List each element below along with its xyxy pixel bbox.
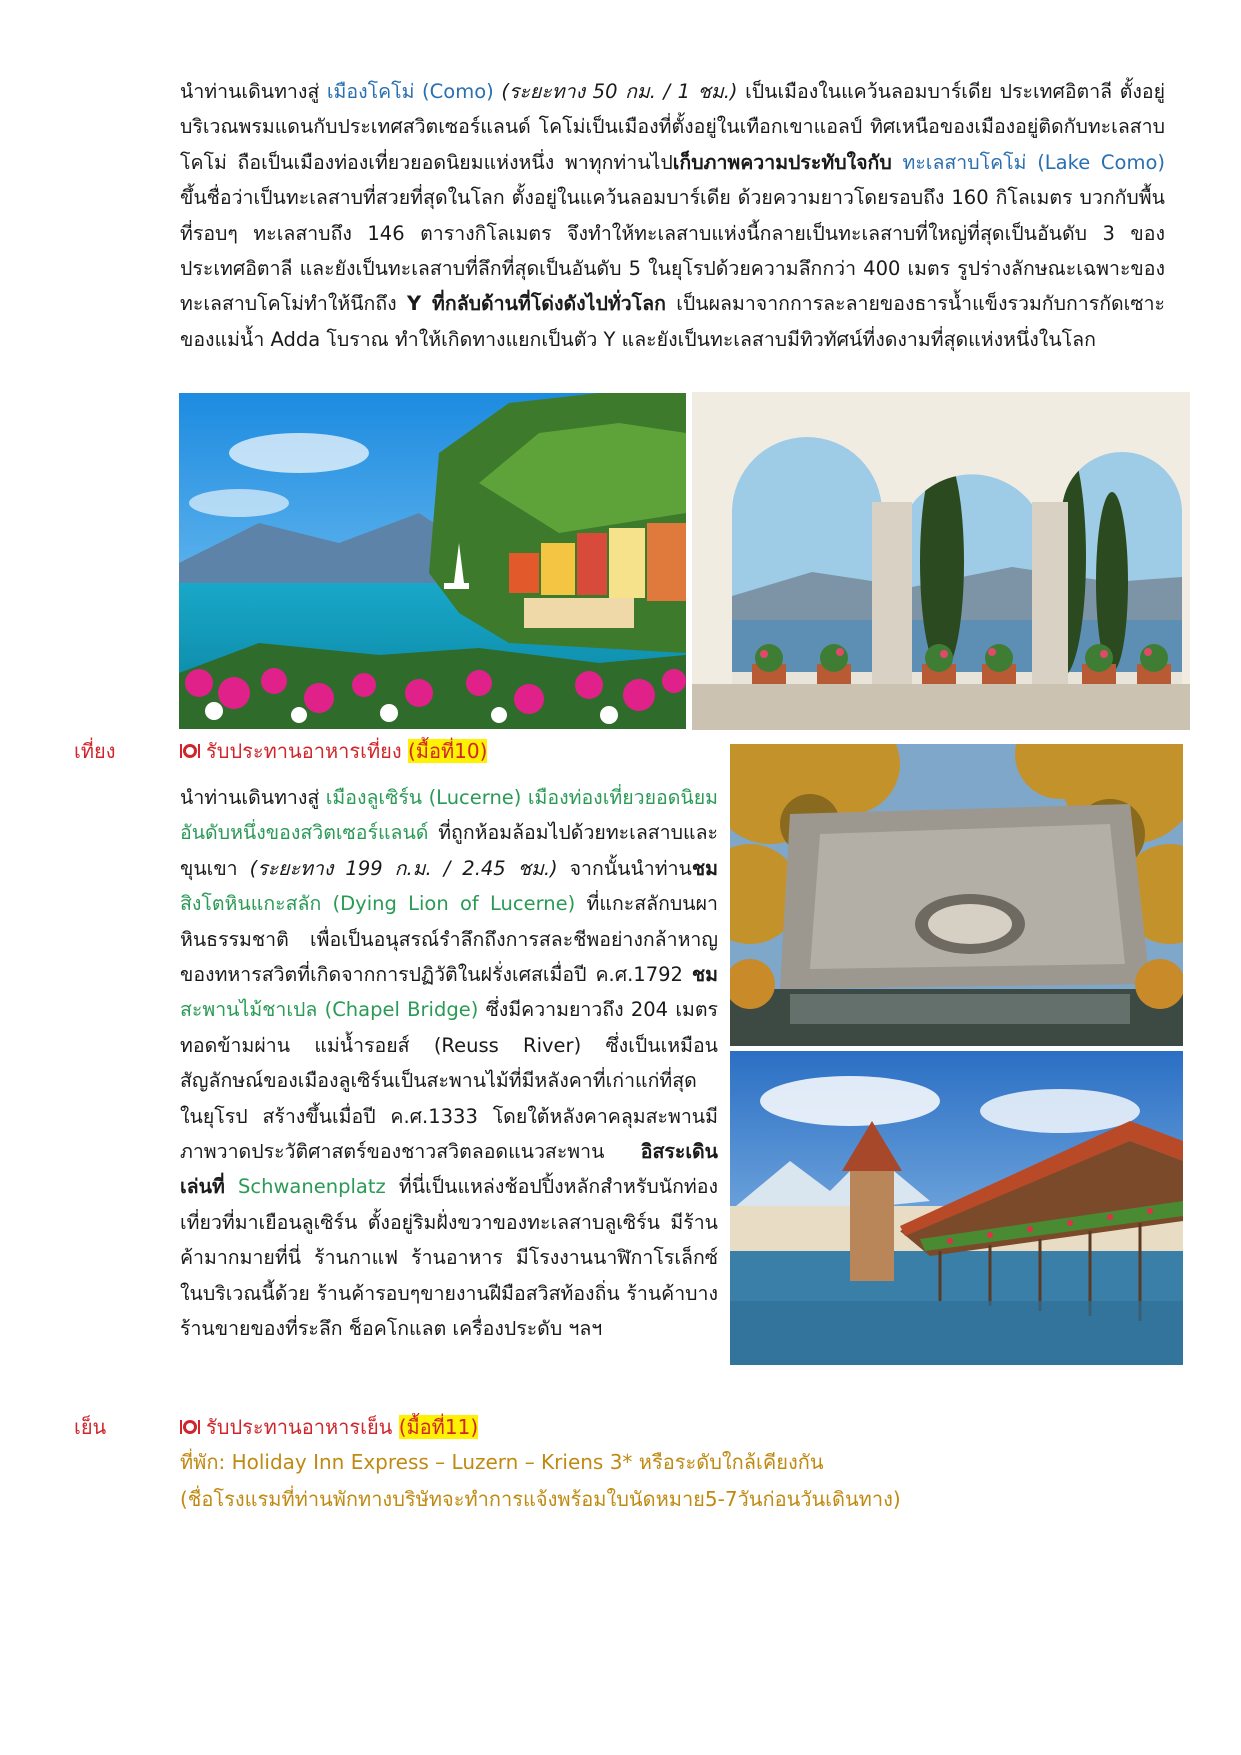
dying-lion-photo: [730, 744, 1183, 1046]
lake-como-link: ทะเลสาบโคโม่ (Lake Como): [891, 150, 1165, 174]
hotel-name: ที่พัก: Holiday Inn Express – Luzern – Kriens 3* หรือระดับใกล้เคียงกัน: [180, 1450, 824, 1474]
bold-text: ชม: [691, 856, 718, 880]
text: เป็นผลมาจากการละลายของธารน้ำแข็งรวมกับการกัดเซาะของแม่น้ำ Adda โบราณ ทำให้เกิดทางแยกเป็นตัว Y และยังเป็นทะเลสาบมีทิวทัศน์ที่งดงามที่สุดแห่งหนึ่งในโลก: [180, 292, 1165, 351]
text: ซึ่งมีความยาวถึง 204 เมตร ทอดข้ามผ่าน แม่น้ำรอยส์ (Reuss River) ซึ่งเป็นเหมือนสัญลักษณ์ของเมืองลูเซิร์นเป็นสะพานไม้ที่มีหลังคาที่เก่าแก่ที่สุดในยุโรป สร้างขึ้นเมื่อปี ค.ศ.1333 โดยใต้หลังคาคลุมสะพานมีภาพวาดประวัติศาสตร์ของชาวสวิตลอดแนวสะพาน: [180, 998, 718, 1164]
lucerne-city-link: เมืองลูเซิร์น (Lucerne) เมืองท่องเที่ยวยอดนิยมอันดับหนึ่งของสวิตเซอร์แลนด์: [180, 786, 718, 845]
text: เป็นเมืองในแคว้นลอมบาร์เดีย ประเทศอิตาลี ตั้งอยู่บริเวณพรมแดนกับประเทศสวิตเซอร์แลนด์ โคโม่เป็นเมืองที่ตั้งอยู่ในเทือกเขาแอลป์ ทิศเหนือของเมืองอยู่ติดกับทะเลสาบโคโม่ ถือเป็นเมืองท่องเที่ยวยอดนิยมแห่งหนึ่ง พาทุกท่านไป: [180, 80, 1166, 174]
como-city-link: เมืองโคโม่ (Como): [326, 80, 494, 103]
distance-note: (ระยะทาง 50 กม. / 1 ชม.): [493, 80, 738, 103]
plate-cutlery-icon: [180, 743, 200, 759]
text: ที่แกะสลักบนผาหินธรรมชาติ เพื่อเป็นอนุสรณ์รำลึกถึงการสละชีพอย่างกล้าหาญของทหารสวิตที่เกิดจากการปฏิวัติในฝรั่งเศสเมื่อปี ค.ศ.1792: [180, 892, 718, 987]
dinner-meal-number: (มื้อที่11): [398, 1415, 479, 1439]
chapel-bridge-link: สะพานไม้ชาเปล (Chapel Bridge): [180, 998, 479, 1022]
lunch-time-label: เที่ยง: [74, 739, 116, 763]
lunch-text: รับประทานอาหารเที่ยง: [206, 739, 408, 763]
bold-text: อิสระเดินเล่นที่: [180, 1140, 718, 1199]
text: จากนั้นนำท่าน: [557, 856, 692, 880]
hotel-note: (ชื่อโรงแรมที่ท่านพักทางบริษัทจะทำการแจ้งพร้อมใบนัดหมาย5-7วันก่อนวันเดินทาง): [180, 1487, 901, 1511]
lucerne-paragraph: [180, 780, 718, 1347]
como-paragraph: [180, 74, 1165, 357]
lunch-meal-number: (มื้อที่10): [407, 739, 488, 763]
text: นำท่านเดินทางสู่: [180, 80, 327, 103]
text: ขึ้นชื่อว่าเป็นทะเลสาบที่สวยที่สุดในโลก ตั้งอยู่ในแคว้นลอมบาร์เดีย ด้วยความยาวโดยรอบถึง 160 กิโลเมตร บวกกับพื้นที่รอบๆ ทะเลสาบถึง 146 ตารางกิโลเมตร จึงทำให้ทะเลสาบแห่งนี้กลายเป็นทะเลสาบที่ใหญ่ที่สุดเป็นอันดับ 3 ของประเทศอิตาลี และยังเป็นทะเลสาบที่ลึกที่สุดเป็นอันดับ 5 ในยุโรปด้วยความลึกกว่า 400 เมตร รูปร่างลักษณะเฉพาะของทะเลสาบโคโม่ทำให้นึกถึง: [180, 186, 1165, 316]
bold-text: Y ที่กลับด้านที่โด่งดังไปทั่วโลก: [407, 292, 666, 316]
chapel-bridge-photo: [730, 1051, 1183, 1365]
distance-note: (ระยะทาง 199 ก.ม. / 2.45 ชม.): [249, 856, 558, 880]
lunch-line: [180, 735, 487, 767]
bold-text: เก็บภาพความประทับใจกับ: [672, 150, 892, 174]
text: ที่นี่เป็นแหล่งช้อปปิ้งหลักสำหรับนักท่องเที่ยวที่มาเยือนลูเซิร์น ตั้งอยู่ริมฝั่งขวาของทะเลสาบลูเซิร์น มีร้านค้ามากมายที่นี่ ร้านกาแฟ ร้านอาหาร มีโรงงานนาฬิกาโรเล็กซ์ในบริเวณนี้ด้วย ร้านค้ารอบๆขายงานฝีมือสวิสท้องถิ่น ร้านค้าบางร้านขายของที่ระลึก ช็อคโกแลต เครื่องประดับ ฯลฯ: [180, 1175, 718, 1341]
lake-como-arches-photo: [692, 392, 1190, 730]
dying-lion-link: สิงโตหินแกะสลัก (Dying Lion of Lucerne): [180, 892, 576, 916]
dinner-time-label: เย็น: [74, 1415, 107, 1439]
dinner-text: รับประทานอาหารเย็น: [206, 1415, 399, 1439]
dinner-line: [180, 1411, 478, 1443]
schwanenplatz-link: Schwanenplatz: [224, 1175, 386, 1199]
text: นำท่านเดินทางสู่: [180, 786, 326, 809]
lake-como-village-photo: [179, 393, 686, 729]
plate-cutlery-icon: [180, 1419, 200, 1435]
bold-text: ชม: [691, 963, 718, 987]
text: ที่ถูกห้อมล้อมไปด้วยทะเลสาบและขุนเขา: [180, 821, 718, 880]
